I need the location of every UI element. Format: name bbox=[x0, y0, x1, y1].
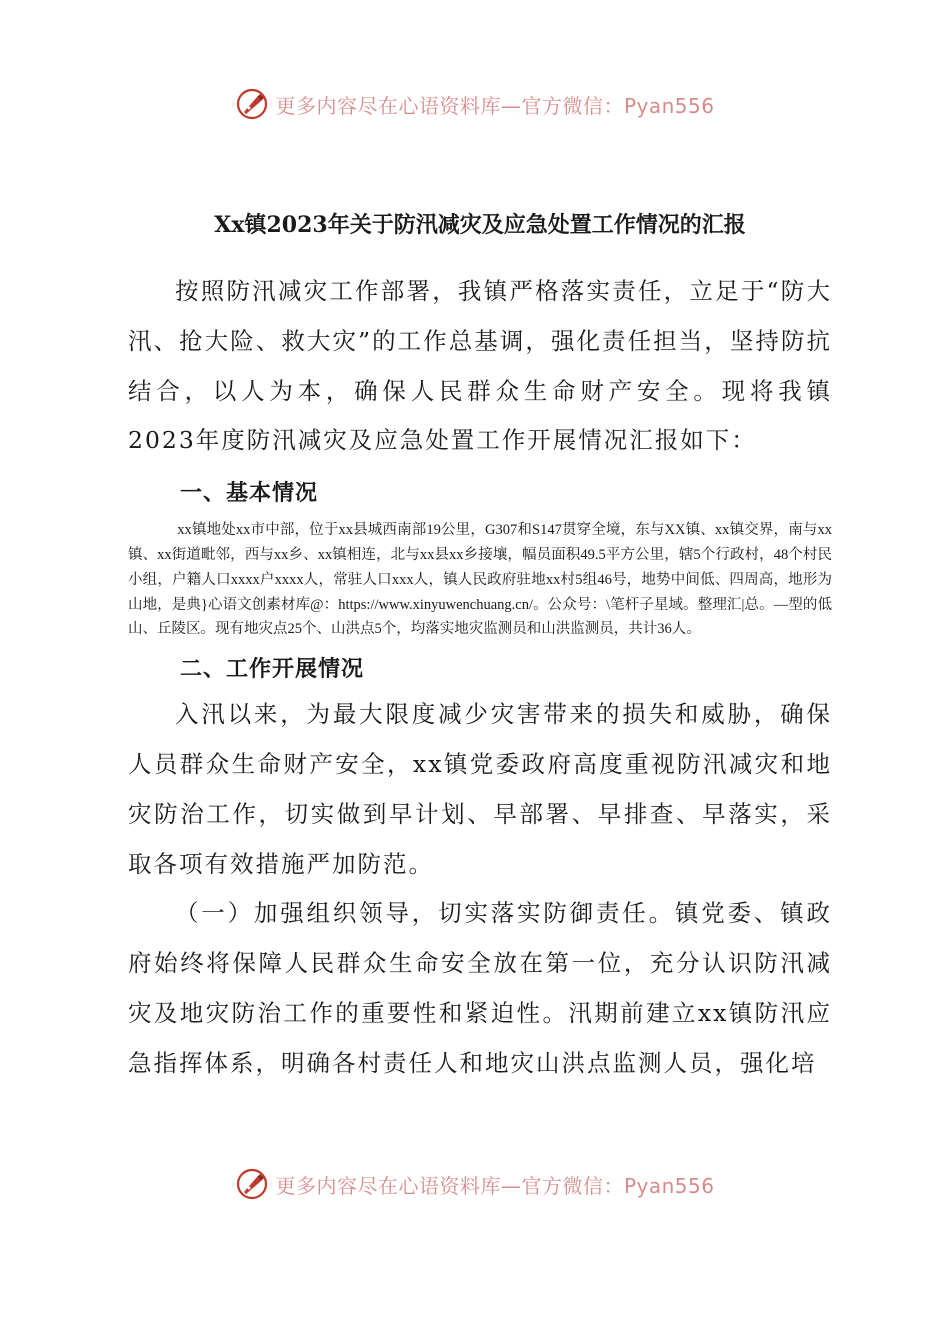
watermark-banner-bottom bbox=[0, 1162, 950, 1206]
watermark-text: 更多内容尽在心语资料库—官方微信：Pyan556 bbox=[275, 1173, 715, 1198]
fountain-pen-logo-icon bbox=[235, 1167, 269, 1201]
intro-paragraph: 按照防汛减灾工作部署，我镇严格落实责任，立足于“防大汛、抢大险、救大灾”的工作总基调，强化责任担当，坚持防抗结合，以人为本，确保人民群众生命财产安全。现将我镇2023年度防汛减灾及应急处置工作开展情况汇报如下： bbox=[128, 277, 832, 455]
work-paragraph-1: 入汛以来，为最大限度减少灾害带来的损失和威胁，确保人员群众生命财产安全，xx镇党委政府高度重视防汛减灾和地灾防治工作，切实做到早计划、早部署、早排查、早落实，采取各项有效措施严加防范。 bbox=[128, 700, 832, 878]
basic-situation-paragraph: xx镇地处xx市中部，位于xx县城西南部19公里，G307和S147贯穿全境，东与XX镇、xx镇交界，南与xx镇、xx街道毗邻，西与xx乡、xx镇相连，北与xx县xx乡接壤，幅员面积49.5平方公里，辖5个行政村，48个村民小组，户籍人口xxxx户xxxx人，常驻人口xxx人，镇人民政府驻地xx村5组46号，地势中间低、四周高，地形为山地，是典}心语文创素材库@：https://www.xinyuwenchuang.cn/。公众号：\笔杆子星域。整理汇|总。—型的低山、丘陵区。现有地灾点25个、山洪点5个，均落实地灾监测员和山洪监测员，共计36人。 bbox=[128, 522, 832, 638]
fountain-pen-logo-icon bbox=[235, 87, 269, 121]
document-title: Xx镇2023年关于防汛减灾及应急处置工作情况的汇报 bbox=[214, 212, 746, 238]
work-paragraph-2: （一）加强组织领导，切实落实防御责任。镇党委、镇政府始终将保障人民群众生命安全放在第一位，充分认识防汛减灾及地灾防治工作的重要性和紧迫性。汛期前建立xx镇防汛应急指挥体系，明确各村责任人和地灾山洪点监测人员，强化培 bbox=[128, 899, 832, 1077]
section-heading-basic: 一、基本情况 bbox=[180, 480, 319, 507]
watermark-banner-top bbox=[0, 82, 950, 126]
section-heading-work: 二、工作开展情况 bbox=[180, 656, 365, 683]
document-body bbox=[128, 195, 832, 1089]
watermark-text: 更多内容尽在心语资料库—官方微信：Pyan556 bbox=[275, 93, 715, 118]
